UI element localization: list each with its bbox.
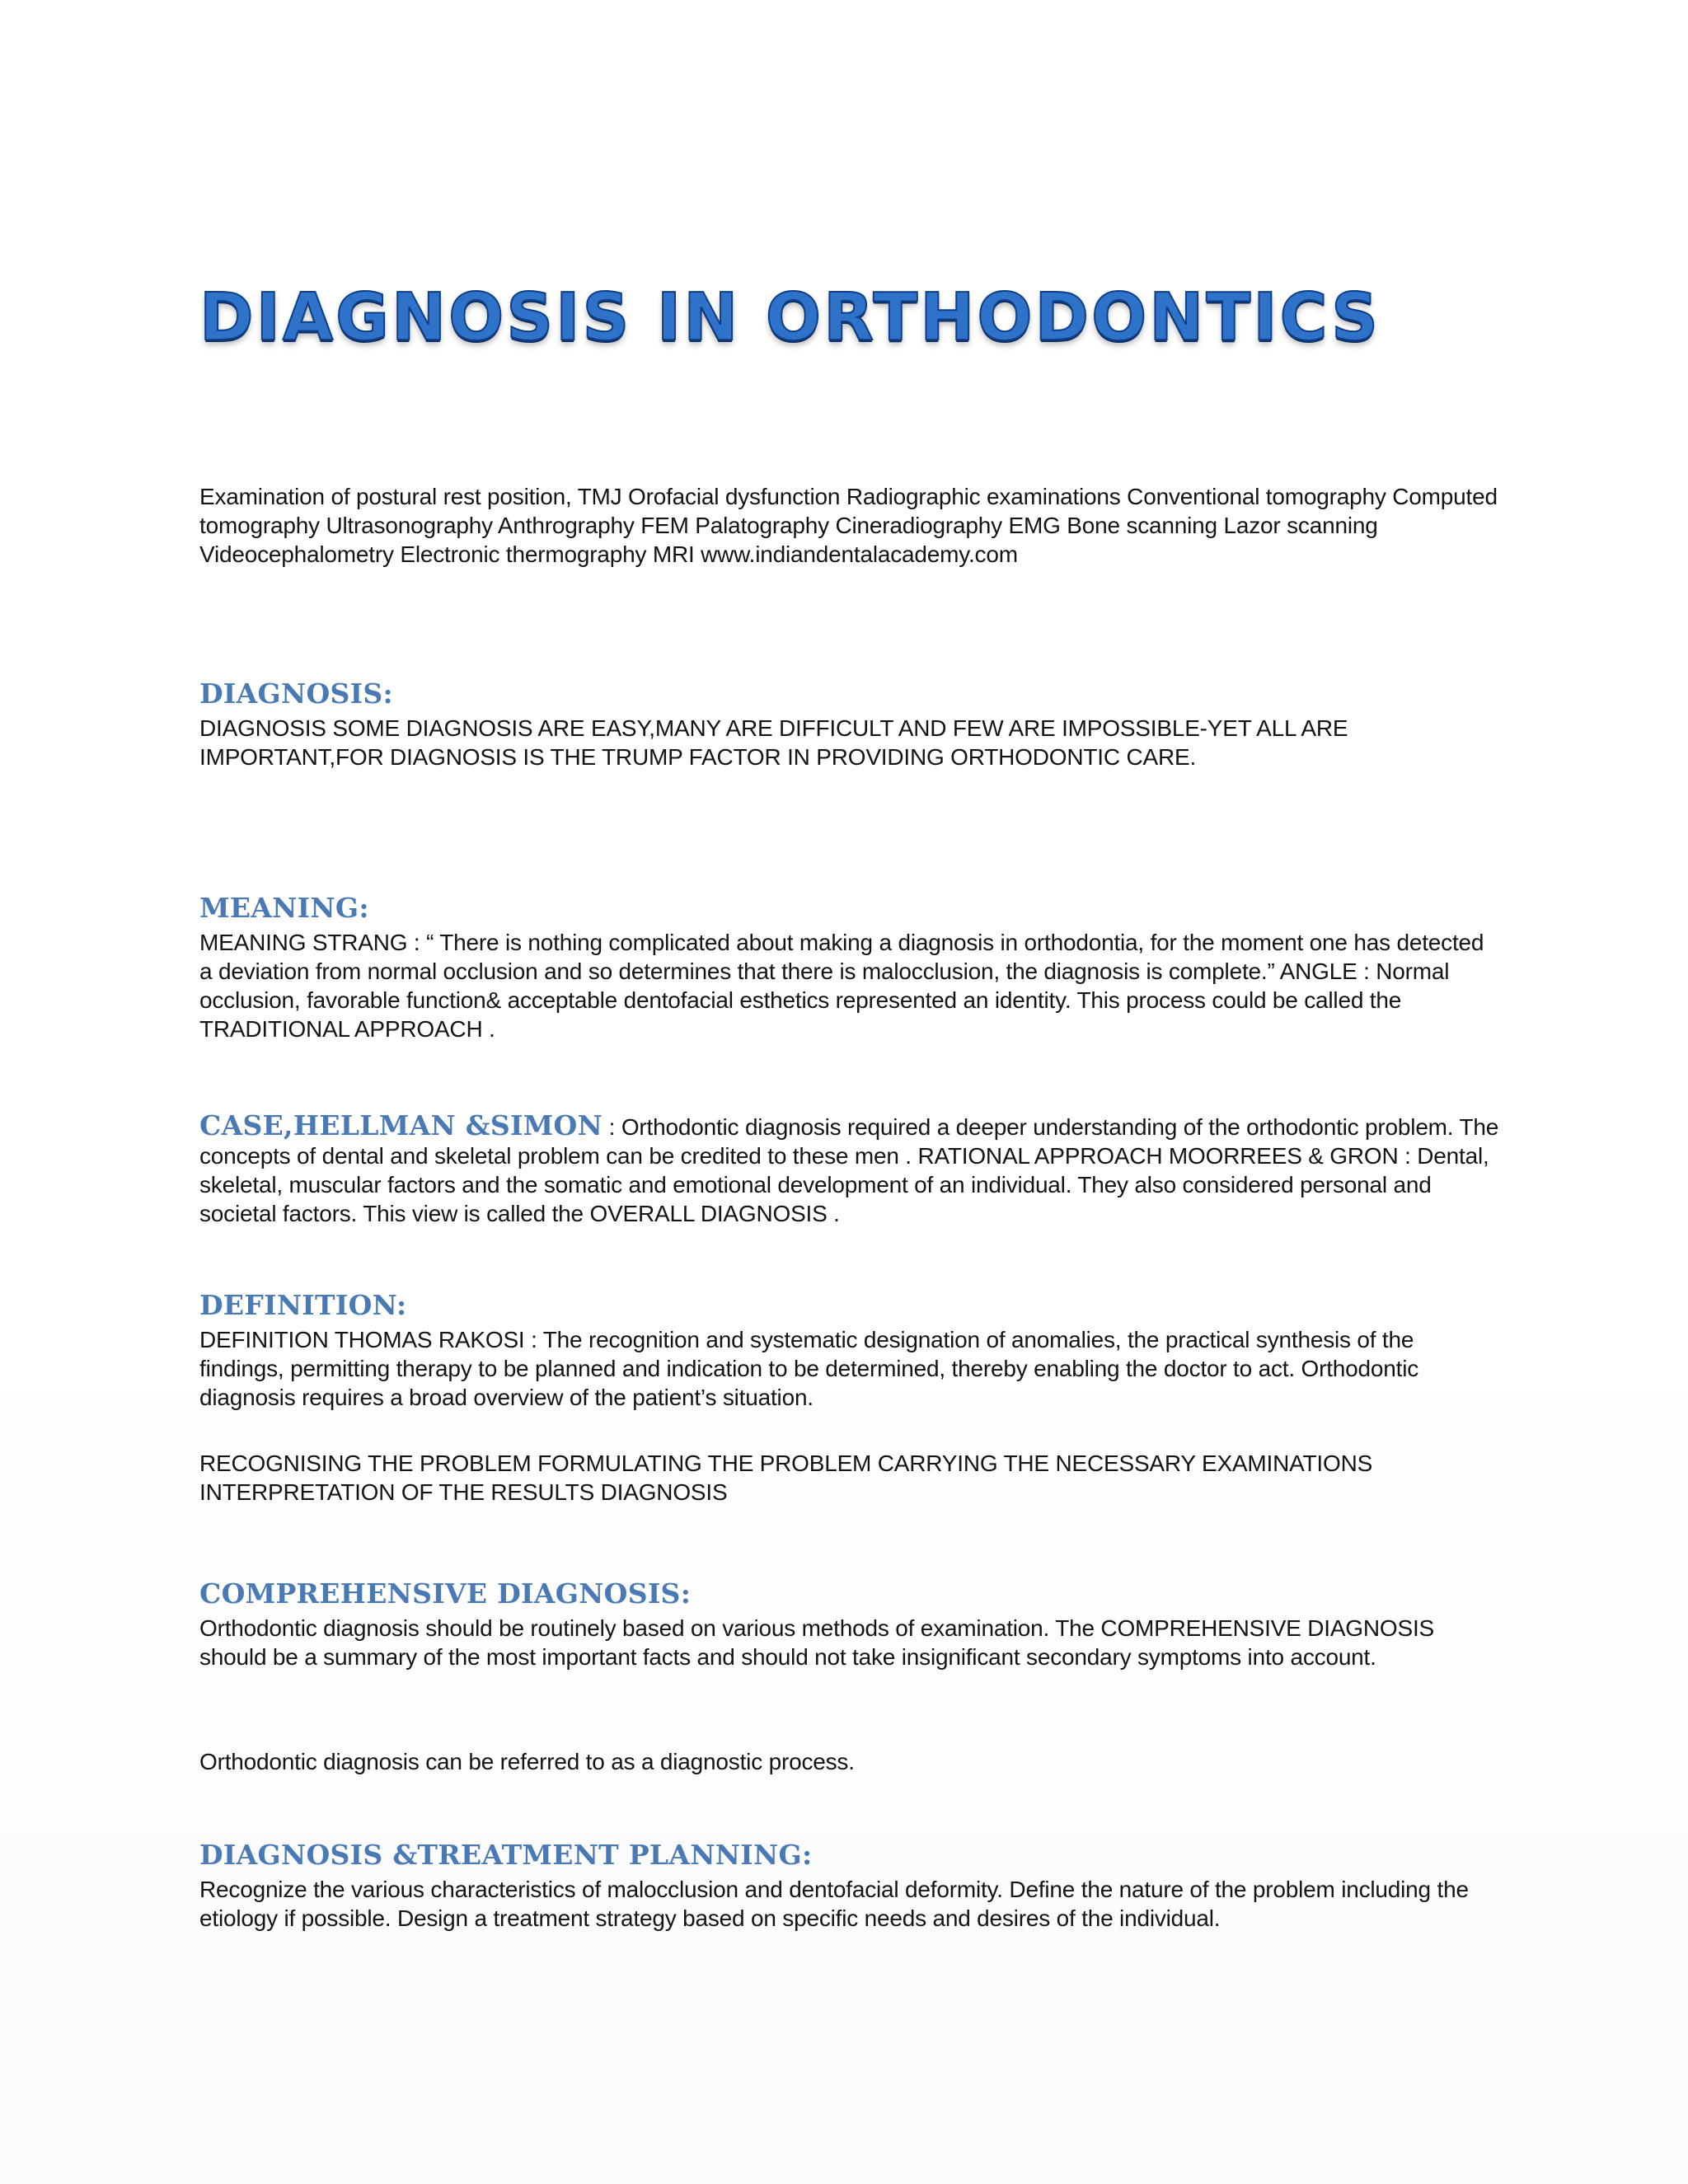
definition-heading: DEFINITION: <box>199 1289 407 1321</box>
intro-paragraph: Examination of postural rest position, TMJ Orofacial dysfunction Radiographic examinations Conventional tomography Computed tomography Ultrasonography Anthrography FEM Palatography Cineradiography EMG Bone scanning Lazor scanning Videocephalometry Electronic thermography MRI www.indiandentalacademy.com <box>199 484 1498 567</box>
diagnosis-heading: DIAGNOSIS: <box>199 677 394 710</box>
meaning-heading: MEANING: <box>199 892 369 924</box>
definition-body: DEFINITION THOMAS RAKOSI : The recognition and systematic designation of anomalies, the practical synthesis of the findings, permitting therapy to be planned and indication to be determined, thereby enabling the doctor to act. Orthodontic diagnosis requires a broad overview of the patient’s situation. <box>199 1327 1419 1410</box>
diagnostic-steps: RECOGNISING THE PROBLEM FORMULATING THE PROBLEM CARRYING THE NECESSARY EXAMINATIONS INTERPRETATION OF THE RESULTS DIAGNOSIS <box>199 1451 1373 1505</box>
case-body: : Orthodontic diagnosis required a deeper understanding of the orthodontic problem. The concepts of dental and skeletal problem can be credited to these men . RATIONAL APPROACH MOORREES & GRON : Dental, skeletal, muscular factors and the somatic and emotional development of an individual. They also considered personal and societal factors. This view is called the OVERALL DIAGNOSIS . <box>199 1114 1499 1226</box>
diagnosis-body: DIAGNOSIS SOME DIAGNOSIS ARE EASY,MANY ARE DIFFICULT AND FEW ARE IMPOSSIBLE-YET ALL ARE IMPORTANT,FOR DIAGNOSIS IS THE TRUMP FACTOR IN PROVIDING ORTHODONTIC CARE. <box>199 715 1348 770</box>
comprehensive-heading: COMPREHENSIVE DIAGNOSIS: <box>199 1577 692 1610</box>
planning-heading: DIAGNOSIS &TREATMENT PLANNING: <box>199 1839 813 1871</box>
comprehensive-body: Orthodontic diagnosis should be routinely based on various methods of examination. The COMPREHENSIVE DIAGNOSIS should be a summary of the most important facts and should not take insignificant secondary symptoms into account. <box>199 1615 1435 1670</box>
case-heading: CASE,HELLMAN &SIMON <box>199 1109 603 1141</box>
case-paragraph <box>199 1111 1502 1228</box>
page-title: DIAGNOSIS IN ORTHODONTICS <box>199 279 1381 355</box>
diagnostic-process-note: Orthodontic diagnosis can be referred to as a diagnostic process. <box>199 1749 855 1774</box>
page-content <box>199 276 1502 1933</box>
planning-body: Recognize the various characteristics of malocclusion and dentofacial deformity. Define the nature of the problem including the etiology if possible. Design a treatment strategy based on specific needs and desires of the individual. <box>199 1877 1469 1931</box>
meaning-body: MEANING STRANG : “ There is nothing complicated about making a diagnosis in orthodontia, for the moment one has detected a deviation from normal occlusion and so determines that there is malocclusion, the diagnosis is complete.” ANGLE : Normal occlusion, favorable function& acceptable dentofacial esthetics represented an identity. This process could be called the TRADITIONAL APPROACH . <box>199 930 1484 1042</box>
